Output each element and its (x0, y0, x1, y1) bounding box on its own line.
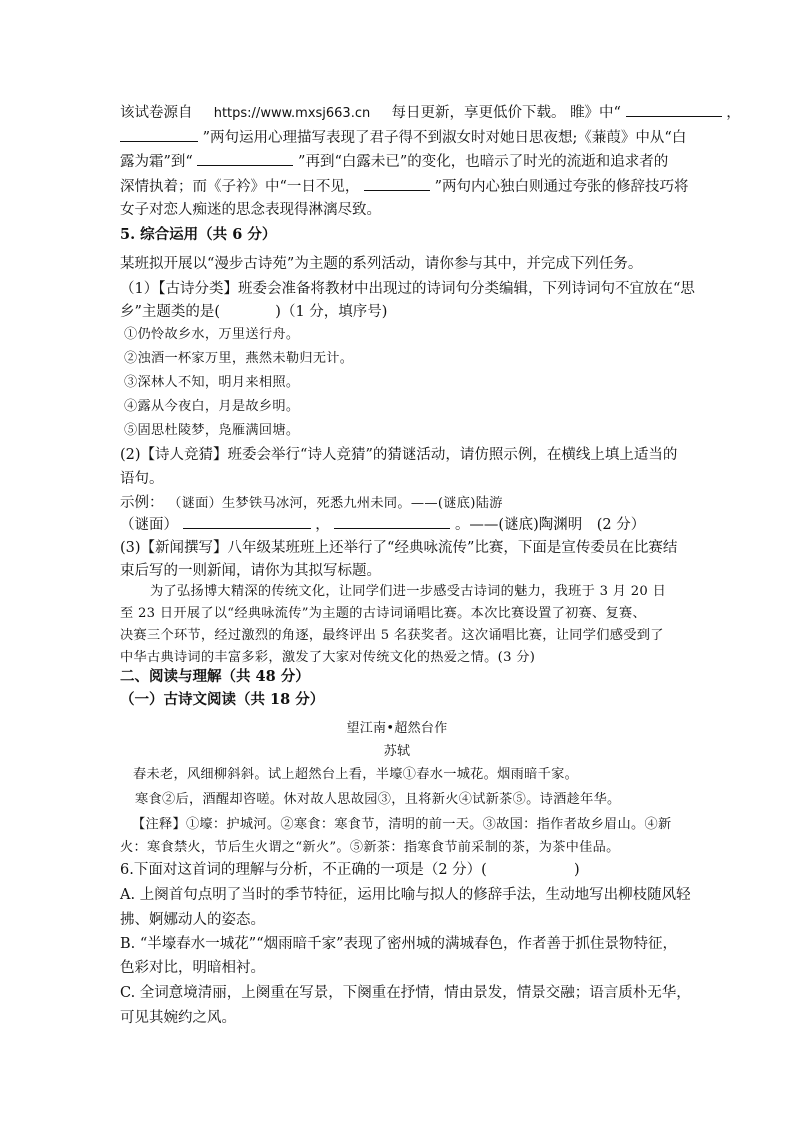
notes-line-2: 火：寒食禁火，节后生火谓之“新火”。⑤新茶：指寒食节前采制的茶，为茶中佳品。 (120, 840, 620, 855)
notes-line-1: 【注释】①壕：护城河。②寒食：寒食节，清明的前一天。③故国：指作者故乡眉山。④新 (132, 817, 672, 832)
task1-line-2: 乡”主题类的是( )（1 分，填序号) (120, 304, 388, 320)
recitation-line-3: 露为霜”到“ ”再到“白露未已”的变化，也暗示了时光的流逝和追求者的 (120, 149, 668, 174)
task2-line-2: 语句。 (120, 471, 164, 487)
example-label: 示例： (120, 495, 164, 511)
answer-blank-4[interactable] (364, 174, 430, 191)
source-url-link[interactable]: https://www.mxsj663.cn (213, 106, 371, 121)
task1-line-1: （1）【古诗分类】班委会准备将教材中出现过的诗词句分类编辑，下列诗词句不宜放在“思 (120, 281, 695, 297)
task1-option: ②浊酒一杯家万里，燕然未勒归无计。 (124, 351, 354, 366)
section5-intro: 某班拟开展以“漫步古诗苑”为主题的系列活动，请你参与其中，并完成下列任务。 (120, 256, 643, 272)
option-c-line-1: C. 全词意境清丽，上阕重在写景，下阕重在抒情，情由景发，情景交融；语言质朴无华， (120, 985, 691, 1001)
recitation-line-1: 该试卷源自 https://www.mxsj663.cn 每日更新，享更低价下载。 睢》中“ ， (120, 100, 741, 126)
riddle-blank-1[interactable] (183, 512, 311, 529)
task2-line-1: (2)【诗人竞猜】班委会举行“诗人竞猜”的猜谜活动，请仿照示例，在横线上填上适当的 (120, 447, 678, 463)
news-text-line-4: 中华古典诗词的丰富多彩，激发了大家对传统文化的热爱之情。(3 分) (120, 650, 536, 665)
option-a-line-2: 拂、婀娜动人的姿态。 (120, 912, 265, 928)
task1-option: ①仍怜故乡水，万里送行舟。 (124, 327, 300, 342)
answer-blank-1[interactable] (626, 100, 722, 117)
example-text: （谜面）生梦铁马冰河，死悉九州未同。——(谜底)陆游 (168, 496, 503, 511)
option-b-line-2: 色彩对比，明暗相衬。 (120, 960, 265, 976)
part2-sub-heading: （一）古诗文阅读（共 18 分） (120, 691, 325, 708)
answer-blank-2[interactable] (120, 125, 198, 142)
answer-blank-3[interactable] (197, 149, 293, 166)
news-text-line-2: 至 23 日开展了以“经典咏流传”为主题的古诗词诵唱比赛。本次比赛设置了初赛、复赛、 (120, 606, 646, 621)
news-text-line-3: 决赛三个环节，经过激烈的角逐，最终评出 5 名获奖者。这次诵唱比赛，让同学们感受到了 (120, 628, 664, 643)
task2-riddle: （谜面） ， 。——(谜底)陶渊明 (2 分） (120, 512, 645, 537)
task3-line-2: 束后写的一则新闻，请你为其拟写标题。 (120, 563, 381, 579)
recitation-line-2: ”两句运用心理描写表现了君子得不到淑女时对她日思夜想;《蒹葭》中从“白 (120, 125, 686, 150)
poem-line-1: 春未老，风细柳斜斜。试上超然台上看，半壕①春水一城花。烟雨暗千家。 (133, 767, 579, 782)
task1-option: ④露从今夜白，月是故乡明。 (124, 399, 300, 414)
option-b-line-1: B. “半壕春水一城花”“烟雨暗千家”表现了密州城的满城春色，作者善于抓住景物特征， (120, 936, 678, 952)
option-c-line-2: 可见其婉约之风。 (120, 1010, 236, 1026)
riddle-blank-2[interactable] (334, 512, 450, 529)
question6-stem: 6.下面对这首词的理解与分析，不正确的一项是（2 分）( ) (120, 862, 580, 878)
task3-line-1: (3)【新闻撰写】八年级某班班上还举行了“经典咏流传”比赛，下面是宣传委员在比赛结 (120, 540, 678, 556)
task1-option: ⑤固思杜陵梦，凫雁满回塘。 (124, 423, 300, 438)
news-text-line-1: 为了弘扬博大精深的传统文化，让同学们进一步感受古诗词的魅力，我班于 3 月 20 日 (150, 584, 667, 599)
option-a-line-1: A. 上阕首句点明了当时的季节特征，运用比喻与拟人的修辞手法，生动地写出柳枝随风轻 (120, 887, 691, 903)
poem-line-2: 寒食②后，酒醒却咨嗟。休对故人思故园③，且将新火④试新茶⑤。诗酒趁年华。 (135, 792, 621, 807)
poem-author: 苏轼 (383, 744, 411, 759)
section5-heading: 5. 综合运用（共 6 分） (120, 226, 277, 243)
recitation-line-5: 女子对恋人痴迷的思念表现得淋漓尽致。 (120, 202, 381, 218)
part2-heading: 二、阅读与理解（共 48 分） (120, 668, 310, 685)
poem-title: 望江南•超然台作 (346, 721, 448, 736)
recitation-line-4: 深情执着；而《子衿》中“一日不见， ”两句内心独白则通过夸张的修辞技巧将 (120, 174, 689, 199)
task1-option: ③深林人不知，明月来相照。 (124, 375, 300, 390)
